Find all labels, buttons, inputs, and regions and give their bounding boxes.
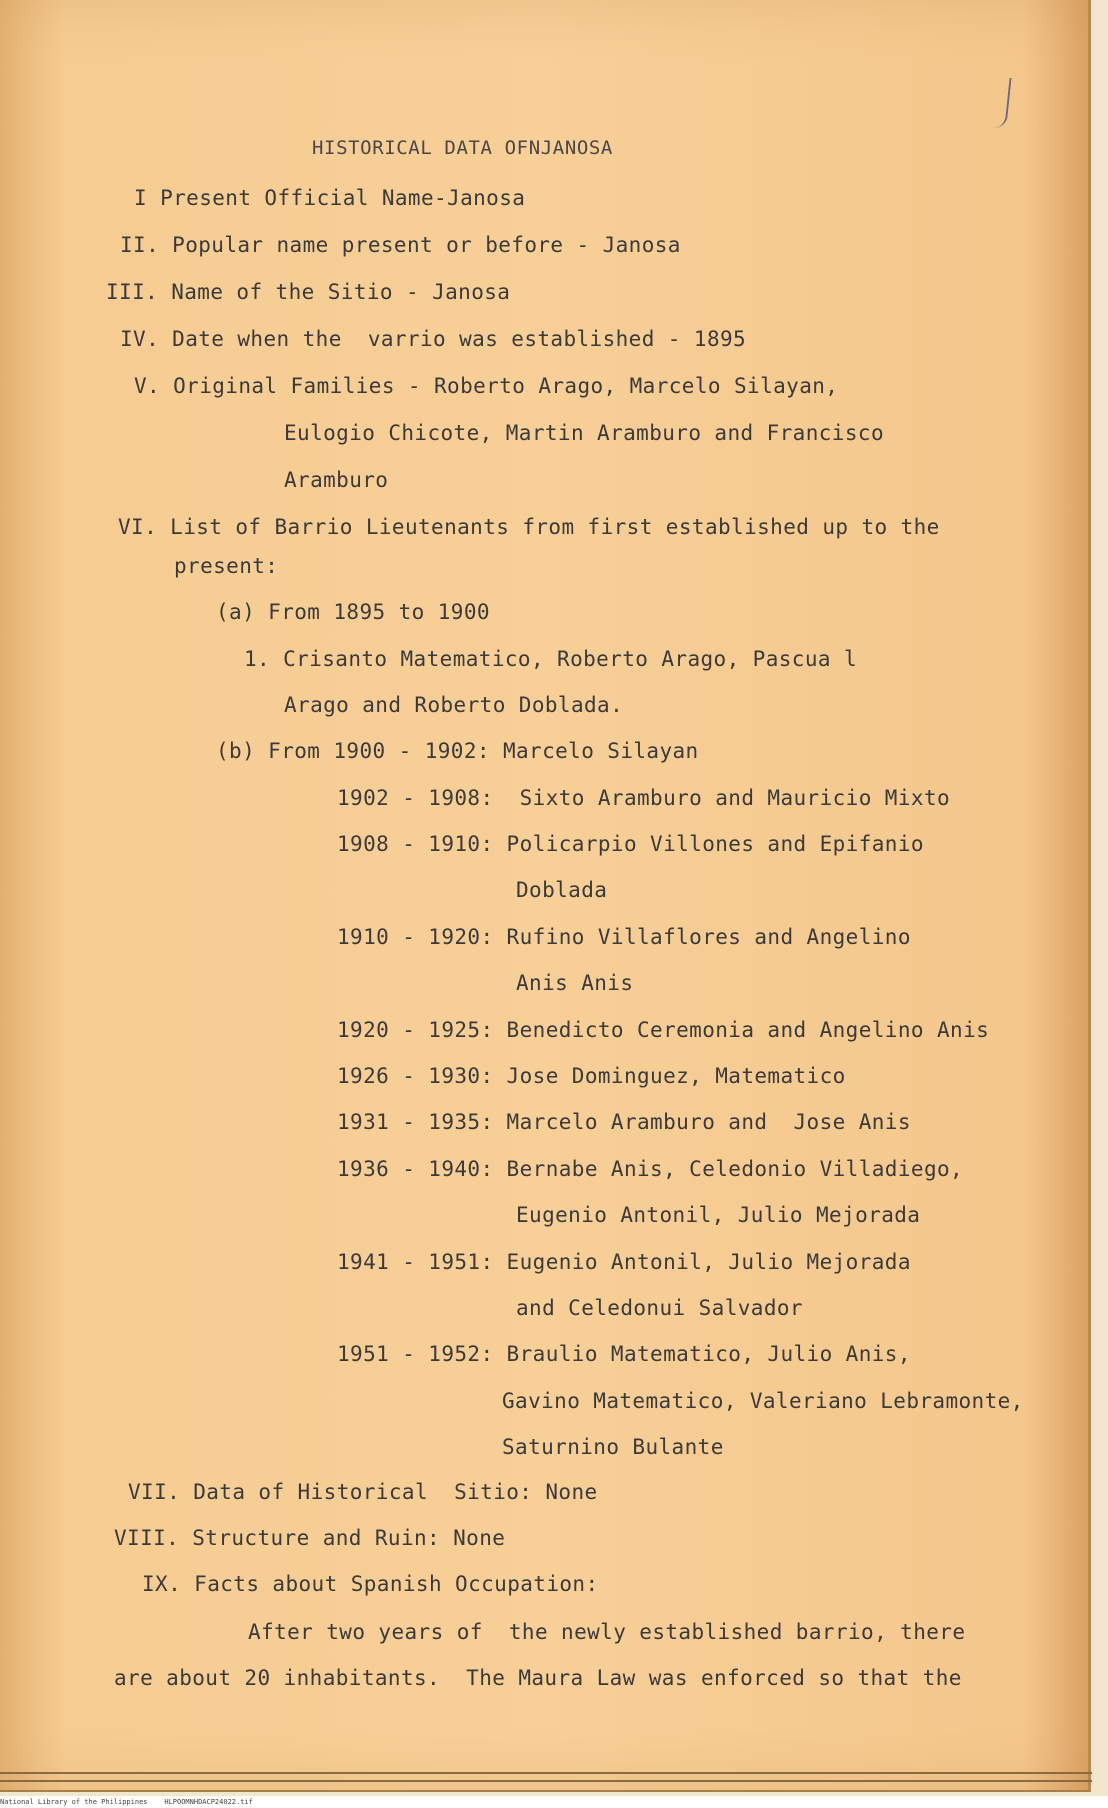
lieutenant-row: 1926 - 1930: Jose Dominguez, Matematico	[337, 1064, 846, 1088]
lieutenant-row-cont: Doblada	[516, 878, 608, 902]
lieutenant-row: 1910 - 1920: Rufino Villaflores and Angelino	[337, 925, 911, 949]
section-vi-cont: present:	[174, 554, 279, 578]
lieutenant-row: 1936 - 1940: Bernabe Anis, Celedonio Villadiego,	[337, 1157, 964, 1181]
section-vii: VII. Data of Historical Sitio: None	[128, 1480, 598, 1504]
lieutenant-row: 1931 - 1935: Marcelo Aramburo and Jose Anis	[337, 1110, 911, 1134]
subsection-b: (b) From 1900 - 1902: Marcelo Silayan	[216, 739, 699, 763]
page-edge	[0, 1772, 1092, 1782]
section-viii: VIII. Structure and Ruin: None	[114, 1526, 506, 1550]
section-vi: VI. List of Barrio Lieutenants from first established up to the	[118, 515, 940, 539]
list-item-cont: Arago and Roberto Doblada.	[284, 693, 624, 717]
section-v-cont: Aramburo	[284, 468, 389, 492]
section-v-cont: Eulogio Chicote, Martin Aramburo and Francisco	[284, 421, 884, 445]
lieutenant-row-cont: Saturnino Bulante	[502, 1435, 724, 1459]
section-v: V. Original Families - Roberto Arago, Marcelo Silayan,	[134, 374, 839, 398]
section-iv: IV. Date when the varrio was established - 1895	[120, 327, 747, 351]
section-ii: II. Popular name present or before - Janosa	[120, 233, 681, 257]
paragraph-line: After two years of the newly established barrio, there	[248, 1620, 966, 1644]
lieutenant-row-cont: and Celedonui Salvador	[516, 1296, 803, 1320]
archive-footer: National Library of the Philippines HLPOOMNHDACP24022.tif	[0, 1796, 1108, 1808]
lieutenant-row: 1908 - 1910: Policarpio Villones and Epifanio	[337, 832, 924, 856]
document-title: HISTORICAL DATA OFNJANOSA	[312, 137, 613, 159]
lieutenant-row: 1920 - 1925: Benedicto Ceremonia and Angelino Anis	[337, 1018, 990, 1042]
section-ix: IX. Facts about Spanish Occupation:	[142, 1572, 599, 1596]
paragraph-line: are about 20 inhabitants. The Maura Law was enforced so that the	[114, 1666, 962, 1690]
lieutenant-row: 1941 - 1951: Eugenio Antonil, Julio Mejorada	[337, 1250, 911, 1274]
lieutenant-row-cont: Eugenio Antonil, Julio Mejorada	[516, 1203, 921, 1227]
list-item: 1. Crisanto Matematico, Roberto Arago, Pascua l	[244, 647, 858, 671]
lieutenant-row-cont: Gavino Matematico, Valeriano Lebramonte,	[502, 1389, 1024, 1413]
subsection-a: (a) From 1895 to 1900	[216, 600, 490, 624]
section-i: I Present Official Name-Janosa	[134, 186, 526, 210]
lieutenant-row: 1951 - 1952: Braulio Matematico, Julio Anis,	[337, 1342, 911, 1366]
section-iii: III. Name of the Sitio - Janosa	[106, 280, 511, 304]
lieutenant-row: 1902 - 1908: Sixto Aramburo and Mauricio Mixto	[337, 786, 951, 810]
lieutenant-row-cont: Anis Anis	[516, 971, 634, 995]
